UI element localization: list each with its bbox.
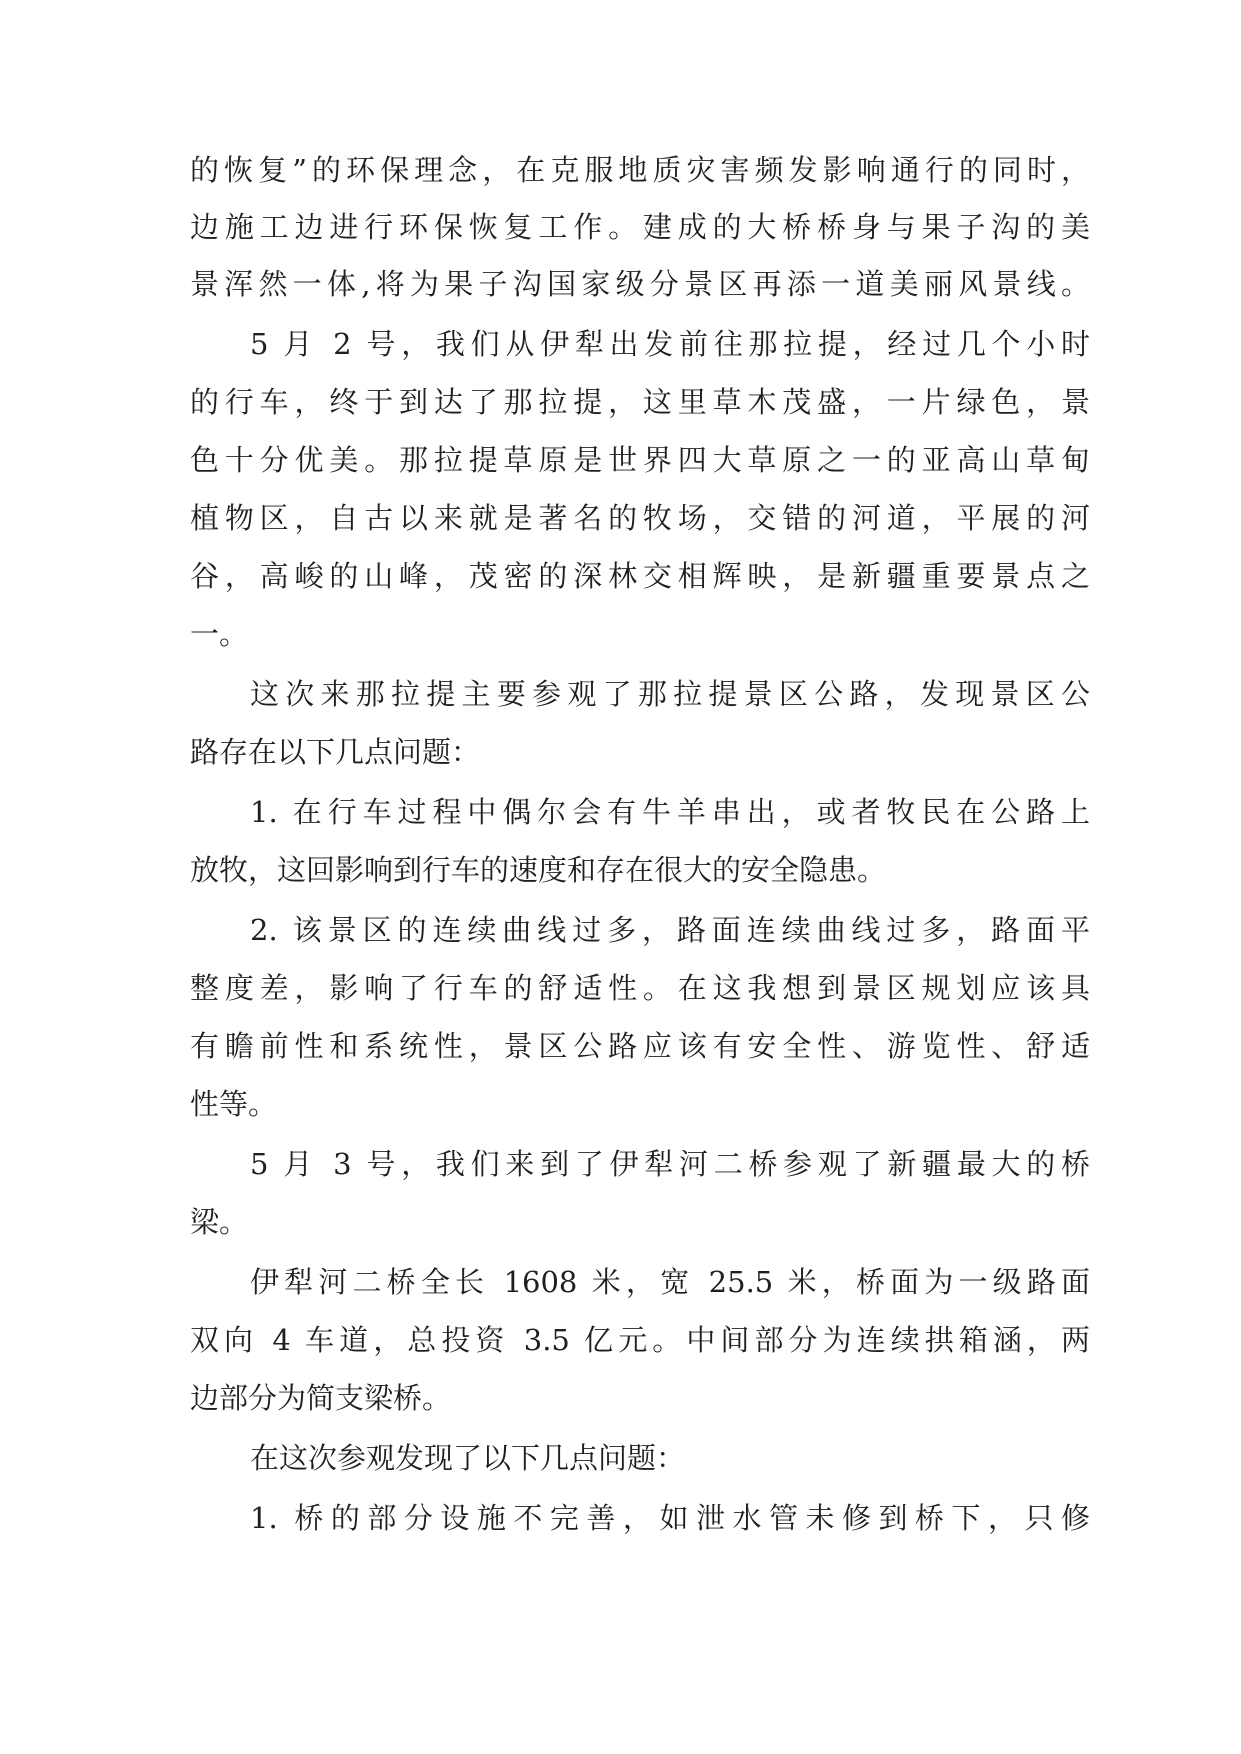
text-line: 有瞻前性和系统性，景区公路应该有安全性、游览性、舒适 — [190, 1029, 1090, 1063]
text-line: 一。 — [190, 617, 249, 651]
list-item-2-first-line: 2. 该景区的连续曲线过多，路面连续曲线过多，路面平 — [250, 913, 1090, 947]
text-line: 整度差，影响了行车的舒适性。在这我想到景区规划应该具 — [190, 971, 1090, 1005]
text-line: 边部分为简支梁桥。 — [190, 1381, 452, 1415]
text-line: 谷，高峻的山峰，茂密的深林交相辉映，是新疆重要景点之 — [190, 559, 1090, 593]
paragraph-first-line: 伊犁河二桥全长 1608 米，宽 25.5 米，桥面为一级路面 — [250, 1265, 1090, 1299]
text-line: 的恢复”的环保理念，在克服地质灾害频发影响通行的同时， — [190, 153, 1090, 187]
text-line: 放牧，这回影响到行车的速度和存在很大的安全隐患。 — [190, 853, 887, 887]
paragraph-first-line: 在这次参观发现了以下几点问题： — [250, 1441, 686, 1475]
text-line: 双向 4 车道，总投资 3.5 亿元。中间部分为连续拱箱涵，两 — [190, 1323, 1090, 1357]
list-item-1-first-line: 1. 桥的部分设施不完善，如泄水管未修到桥下，只修 — [250, 1501, 1090, 1535]
list-item-1-first-line: 1. 在行车过程中偶尔会有牛羊串出，或者牧民在公路上 — [250, 795, 1090, 829]
paragraph-first-line: 5 月 3 号，我们来到了伊犁河二桥参观了新疆最大的桥 — [250, 1147, 1090, 1181]
paragraph-first-line: 5 月 2 号，我们从伊犁出发前往那拉提，经过几个小时 — [250, 327, 1090, 361]
text-line: 色十分优美。那拉提草原是世界四大草原之一的亚高山草甸 — [190, 443, 1090, 477]
text-line: 景浑然一体,将为果子沟国家级分景区再添一道美丽风景线。 — [190, 267, 1090, 301]
text-line: 植物区，自古以来就是著名的牧场，交错的河道，平展的河 — [190, 501, 1090, 535]
text-line: 梁。 — [190, 1205, 249, 1239]
text-line: 的行车，终于到达了那拉提，这里草木茂盛，一片绿色，景 — [190, 385, 1090, 419]
text-line: 性等。 — [190, 1087, 278, 1121]
paragraph-first-line: 这次来那拉提主要参观了那拉提景区公路，发现景区公 — [250, 677, 1090, 711]
text-line: 边施工边进行环保恢复工作。建成的大桥桥身与果子沟的美 — [190, 210, 1090, 244]
text-line: 路存在以下几点问题： — [190, 735, 481, 769]
